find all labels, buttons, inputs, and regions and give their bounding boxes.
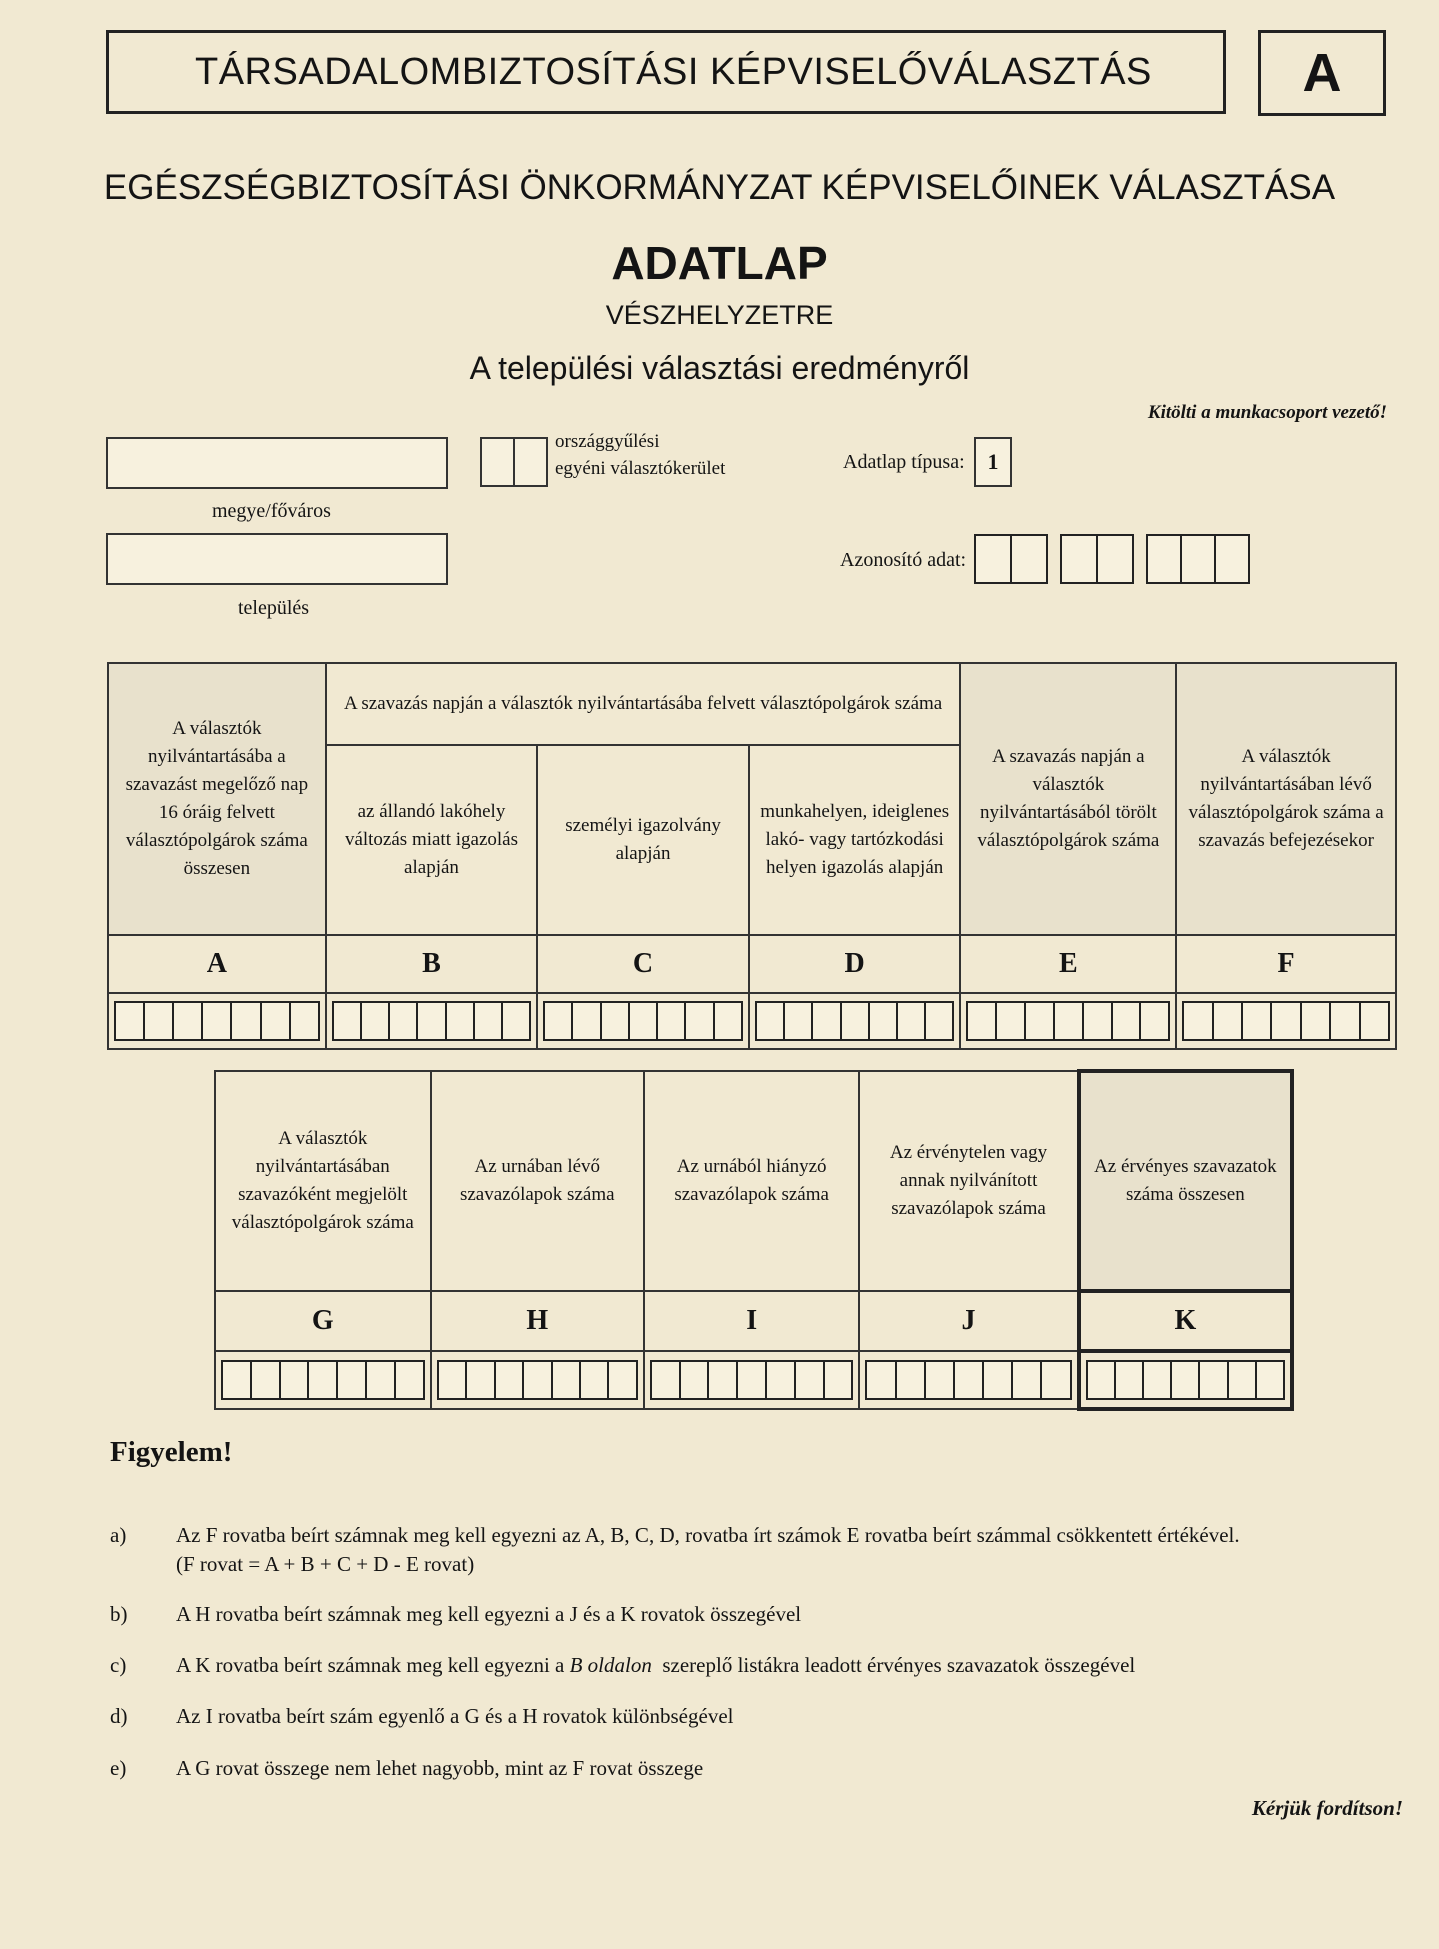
col-i-input[interactable] bbox=[644, 1351, 859, 1409]
col-g-header: A választók nyilvántartásában szavazóként megjelölt választópolgárok száma bbox=[215, 1071, 431, 1291]
col-j-letter: J bbox=[859, 1291, 1078, 1351]
fill-note: Kitölti a munkacsoport vezető! bbox=[1147, 402, 1387, 423]
turn-page-note: Kérjük fordítson! bbox=[1251, 1796, 1403, 1820]
district-label: országgyűlési egyéni választókerület bbox=[555, 431, 726, 479]
col-h-input[interactable] bbox=[431, 1351, 644, 1409]
col-a-letter: A bbox=[108, 935, 326, 993]
col-c-input[interactable] bbox=[537, 993, 749, 1049]
col-j-header: Az érvénytelen vagy annak nyilvánított szavazólapok száma bbox=[859, 1071, 1078, 1291]
settlement-label: település bbox=[238, 597, 310, 619]
col-d-letter: D bbox=[749, 935, 961, 993]
col-j-input[interactable] bbox=[859, 1351, 1078, 1409]
col-e-input[interactable] bbox=[960, 993, 1176, 1049]
col-i-header: Az urnából hiányzó szavazólapok száma bbox=[644, 1071, 859, 1291]
col-a-header: A választók nyilvántartásába a szavazást megelőző nap 16 óráig felvett választópolgárok száma összesen bbox=[108, 663, 326, 935]
district-number-boxes[interactable] bbox=[480, 437, 548, 487]
col-e-letter: E bbox=[960, 935, 1176, 993]
col-g-input[interactable] bbox=[215, 1351, 431, 1409]
col-k-input[interactable] bbox=[1079, 1351, 1292, 1409]
form-header-title: TÁRSADALOMBIZTOSÍTÁSI KÉPVISELŐVÁLASZTÁS bbox=[106, 30, 1226, 114]
col-k-header: Az érvényes szavazatok száma összesen bbox=[1079, 1071, 1292, 1291]
col-k-letter: K bbox=[1079, 1291, 1292, 1351]
id-label: Azonosító adat: bbox=[840, 549, 967, 571]
document-subtitle: VÉSZHELYZETRE bbox=[605, 300, 834, 330]
col-b-letter: B bbox=[326, 935, 538, 993]
col-f-header: A választók nyilvántartásában lévő választópolgárok száma a szavazás befejezésekor bbox=[1176, 663, 1396, 935]
col-d-input[interactable] bbox=[749, 993, 961, 1049]
county-label: megye/főváros bbox=[212, 500, 331, 522]
county-field[interactable] bbox=[106, 437, 448, 489]
col-g-letter: G bbox=[215, 1291, 431, 1351]
col-f-letter: F bbox=[1176, 935, 1396, 993]
id-boxes[interactable] bbox=[974, 534, 1250, 584]
document-about: A települési választási eredményről bbox=[469, 350, 970, 386]
table-ballots bbox=[214, 1069, 1294, 1411]
col-b-header: az állandó lakóhely változás miatt igazolás alapján bbox=[326, 745, 538, 935]
col-b-input[interactable] bbox=[326, 993, 538, 1049]
col-f-input[interactable] bbox=[1176, 993, 1396, 1049]
settlement-field[interactable] bbox=[106, 533, 448, 585]
col-h-header: Az urnában lévő szavazólapok száma bbox=[431, 1071, 644, 1291]
document-title: ADATLAP bbox=[611, 237, 828, 289]
form-version-letter: A bbox=[1258, 30, 1386, 116]
col-a-input[interactable] bbox=[108, 993, 326, 1049]
col-d-header: munkahelyen, ideiglenes lakó- vagy tartózkodási helyen igazolás alapján bbox=[749, 745, 961, 935]
form-type-label: Adatlap típusa: bbox=[843, 451, 965, 473]
col-c-letter: C bbox=[537, 935, 749, 993]
table-registry bbox=[107, 662, 1397, 1050]
col-e-header: A szavazás napján a választók nyilvántartásából törölt választópolgárok száma bbox=[960, 663, 1176, 935]
group-header: A szavazás napján a választók nyilvántartásába felvett választópolgárok száma bbox=[326, 663, 961, 745]
notes-heading: Figyelem! bbox=[110, 1436, 233, 1468]
col-c-header: személyi igazolvány alapján bbox=[537, 745, 749, 935]
form-type-value: 1 bbox=[974, 437, 1012, 487]
form-subtitle: EGÉSZSÉGBIZTOSÍTÁSI ÖNKORMÁNYZAT KÉPVISELŐINEK VÁLASZTÁSA bbox=[103, 168, 1336, 207]
col-i-letter: I bbox=[644, 1291, 859, 1351]
col-h-letter: H bbox=[431, 1291, 644, 1351]
